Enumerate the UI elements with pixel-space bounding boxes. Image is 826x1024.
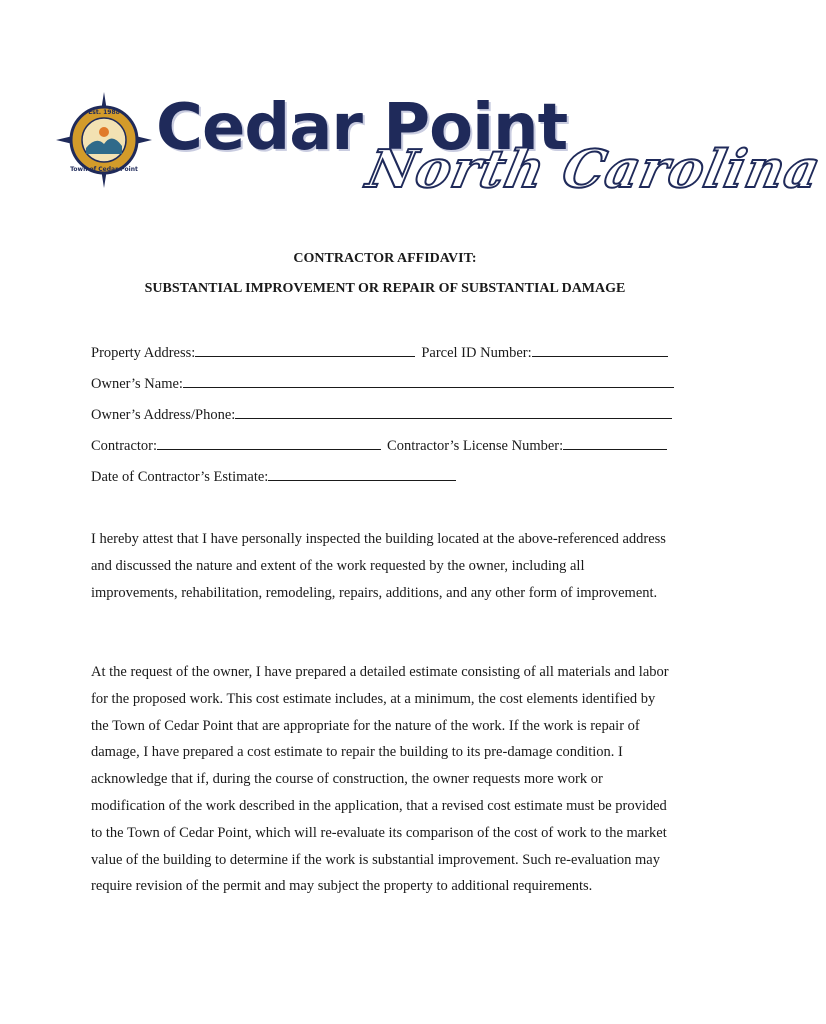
logo-script-text: North Carolina	[361, 139, 826, 200]
owner-name-field[interactable]	[183, 374, 674, 388]
field-row-estimate-date	[91, 467, 456, 486]
parcel-id-label: Parcel ID Number:	[421, 345, 532, 361]
estimate-paragraph: At the request of the owner, I have prepared a detailed estimate consisting of all materials and labor for the proposed work. This cost estimate includes, at a minimum, the cost elements identified by the Town of Cedar Point that are appropriate for the nature of the work. If the work is repair of damage, I have prepared a cost estimate to repair the building to its pre-damage condition. I acknowledge that if, during the course of construction, the owner requests more work or modification of the work described in the application, that a revised cost estimate must be provided to the Town of Cedar Point, which will re-evaluate its comparison of the cost of work to the market value of the building to determine if the work is substantial improvement. Such re-evaluation may require revision of the permit and may subject the property to additional requirements.	[91, 664, 669, 895]
town-seal-icon	[56, 92, 152, 188]
license-number-field[interactable]	[563, 436, 667, 450]
owner-address-field[interactable]	[235, 405, 672, 419]
logo-wordmark: Cedar Point	[156, 91, 568, 165]
license-number-label: Contractor’s License Number:	[387, 438, 564, 454]
seal-ring-text: Town of Cedar Point	[70, 166, 138, 173]
seal-top-text: Est. 1988	[88, 109, 120, 116]
contractor-label: Contractor:	[91, 438, 158, 454]
town-logo	[56, 91, 826, 212]
estimate-date-label: Date of Contractor’s Estimate:	[91, 469, 269, 485]
field-row-owner-name	[91, 374, 674, 393]
field-row-owner-address	[91, 405, 672, 424]
owner-address-label: Owner’s Address/Phone:	[91, 407, 236, 423]
document-title: CONTRACTOR AFFIDAVIT:	[293, 251, 477, 266]
attestation-paragraph: I hereby attest that I have personally inspected the building located at the above-referenced address and discussed the nature and extent of the work requested by the owner, including all improvements, rehabilitation, remodeling, repairs, additions, and any other form of improvement.	[91, 531, 666, 601]
field-row-property	[91, 343, 668, 362]
property-address-label: Property Address:	[91, 345, 196, 361]
estimate-date-field[interactable]	[268, 467, 456, 481]
contractor-field[interactable]	[157, 436, 381, 450]
document-subtitle: SUBSTANTIAL IMPROVEMENT OR REPAIR OF SUBSTANTIAL DAMAGE	[144, 281, 626, 296]
parcel-id-field[interactable]	[532, 343, 668, 357]
owner-name-label: Owner’s Name:	[91, 376, 183, 392]
field-row-contractor	[91, 436, 667, 455]
property-address-field[interactable]	[195, 343, 415, 357]
